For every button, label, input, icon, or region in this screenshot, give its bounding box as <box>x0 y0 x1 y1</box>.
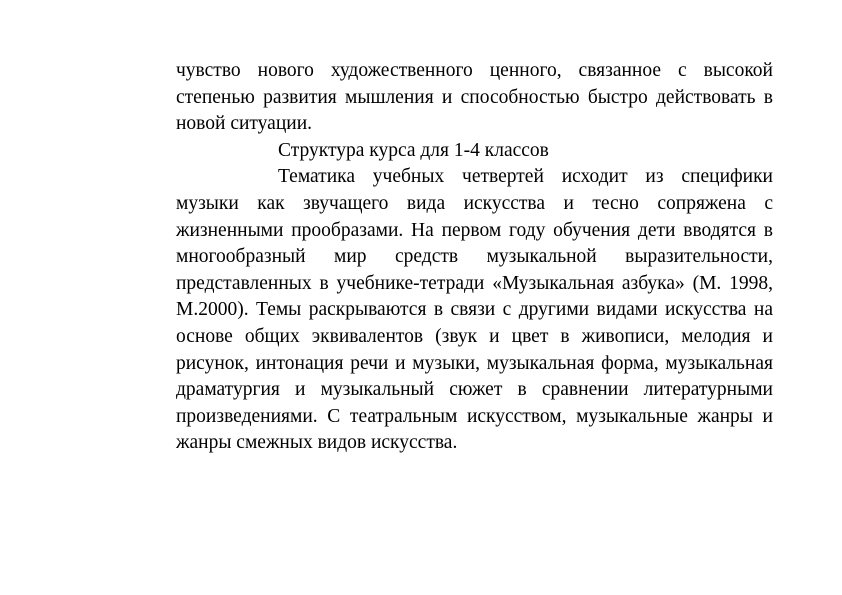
intro-paragraph: чувство нового художественного ценного, связанное с высокой степенью развития мышления и способностью быстро действовать в новой ситуации. <box>176 60 773 135</box>
text-body <box>176 58 773 457</box>
body-paragraph: Тематика учебных четвертей исходит из специфики музыки как звучащего вида искусства и тесно сопряжена с жизненными прообразами. На первом году обучения дети вводятся в многообразный мир средств музыкальной выразительности, представленных в учебнике-тетради «Музыкальная азбука» (М. 1998, М.2000). Темы раскрываются в связи с другими видами искусства на основе общих эквивалентов (звук и цвет в живописи, мелодия и рисунок, интонация речи и музыки, музыкальная форма, музыкальная драматургия и музыкальный сюжет в сравнении литературными произведениями. С театральным искусством, музыкальные жанры и жанры смежных видов искусства. <box>176 166 773 454</box>
section-heading: Структура курса для 1-4 классов <box>278 139 549 161</box>
